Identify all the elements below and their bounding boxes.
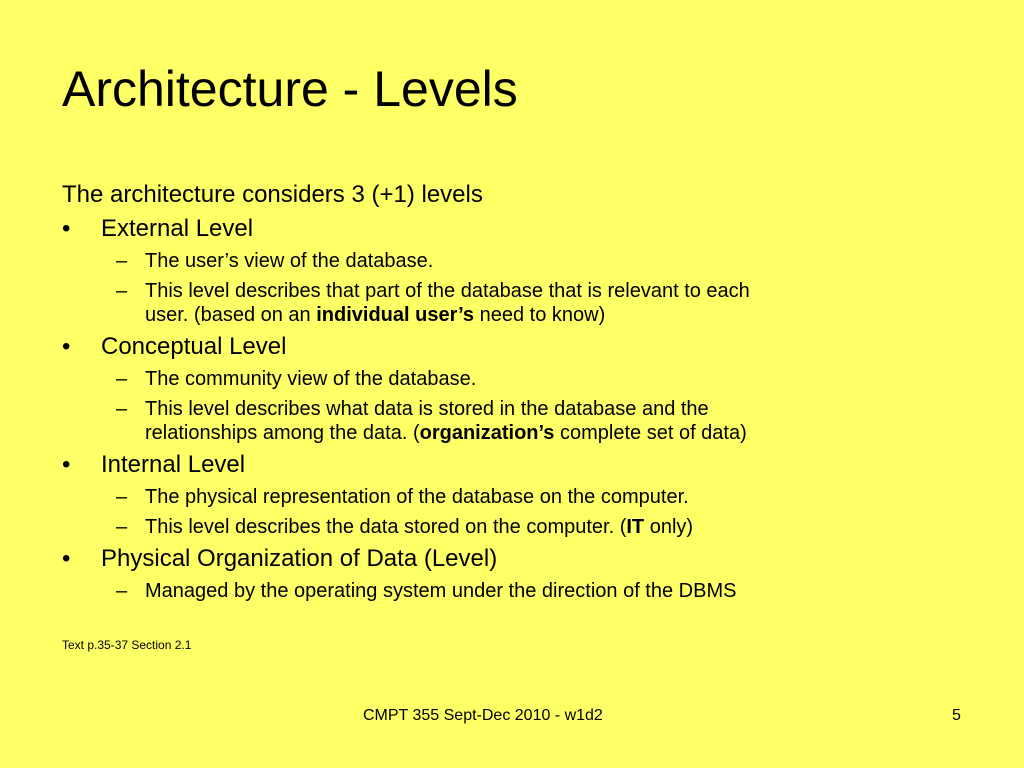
emphasis-text: organization’s (419, 422, 555, 444)
dash-icon: – (116, 368, 128, 390)
dash-icon: – (116, 516, 128, 538)
text-segment: user. (based on an (145, 304, 317, 326)
sub-point-text-continued (145, 303, 962, 327)
bullet-icon: • (62, 215, 71, 242)
text-segment: complete set of data) (554, 422, 747, 444)
sub-point (62, 579, 962, 603)
source-note: Text p.35-37 Section 2.1 (62, 638, 192, 652)
level-internal (62, 451, 962, 479)
dash-icon: – (116, 398, 128, 420)
sub-point-text: This level describes what data is stored in the database and the (145, 398, 709, 420)
sub-point (62, 485, 962, 509)
text-segment: This level describes the data stored on the computer. ( (145, 516, 627, 538)
emphasis-text: individual user’s (316, 304, 475, 326)
level-label: Internal Level (101, 451, 246, 478)
text-segment: relationships among the data. ( (145, 422, 420, 444)
sub-point (62, 279, 962, 327)
sub-point-text-continued (145, 421, 962, 445)
level-conceptual (62, 333, 962, 361)
slide-title: Architecture - Levels (62, 61, 518, 117)
level-physical (62, 545, 962, 573)
dash-icon: – (116, 250, 128, 272)
dash-icon: – (116, 280, 128, 302)
sub-point (62, 367, 962, 391)
bullet-icon: • (62, 545, 71, 572)
sub-point-text (145, 515, 962, 539)
sub-point (62, 397, 962, 445)
sub-point-text: The community view of the database. (145, 368, 477, 390)
text-segment: only) (644, 516, 694, 538)
dash-icon: – (116, 486, 128, 508)
sub-point (62, 249, 962, 273)
sub-point (62, 515, 962, 539)
sub-point-text: This level describes that part of the database that is relevant to each (145, 280, 750, 302)
slide-footer: CMPT 355 Sept-Dec 2010 - w1d2 (363, 707, 603, 724)
sub-point-text: The physical representation of the database on the computer. (145, 486, 689, 508)
emphasis-text: IT (626, 516, 645, 538)
slide-number: 5 (952, 707, 961, 724)
intro-text: The architecture considers 3 (+1) levels (62, 181, 483, 208)
level-external (62, 215, 962, 243)
sub-point-text: The user’s view of the database. (145, 250, 434, 272)
sub-point-text: Managed by the operating system under the direction of the DBMS (145, 580, 737, 602)
level-label: Conceptual Level (101, 333, 287, 360)
slide-body (62, 181, 962, 603)
dash-icon: – (116, 580, 128, 602)
bullet-icon: • (62, 333, 71, 360)
level-label: External Level (101, 215, 254, 242)
bullet-icon: • (62, 451, 71, 478)
text-segment: need to know) (474, 304, 606, 326)
level-label: Physical Organization of Data (Level) (101, 545, 498, 572)
